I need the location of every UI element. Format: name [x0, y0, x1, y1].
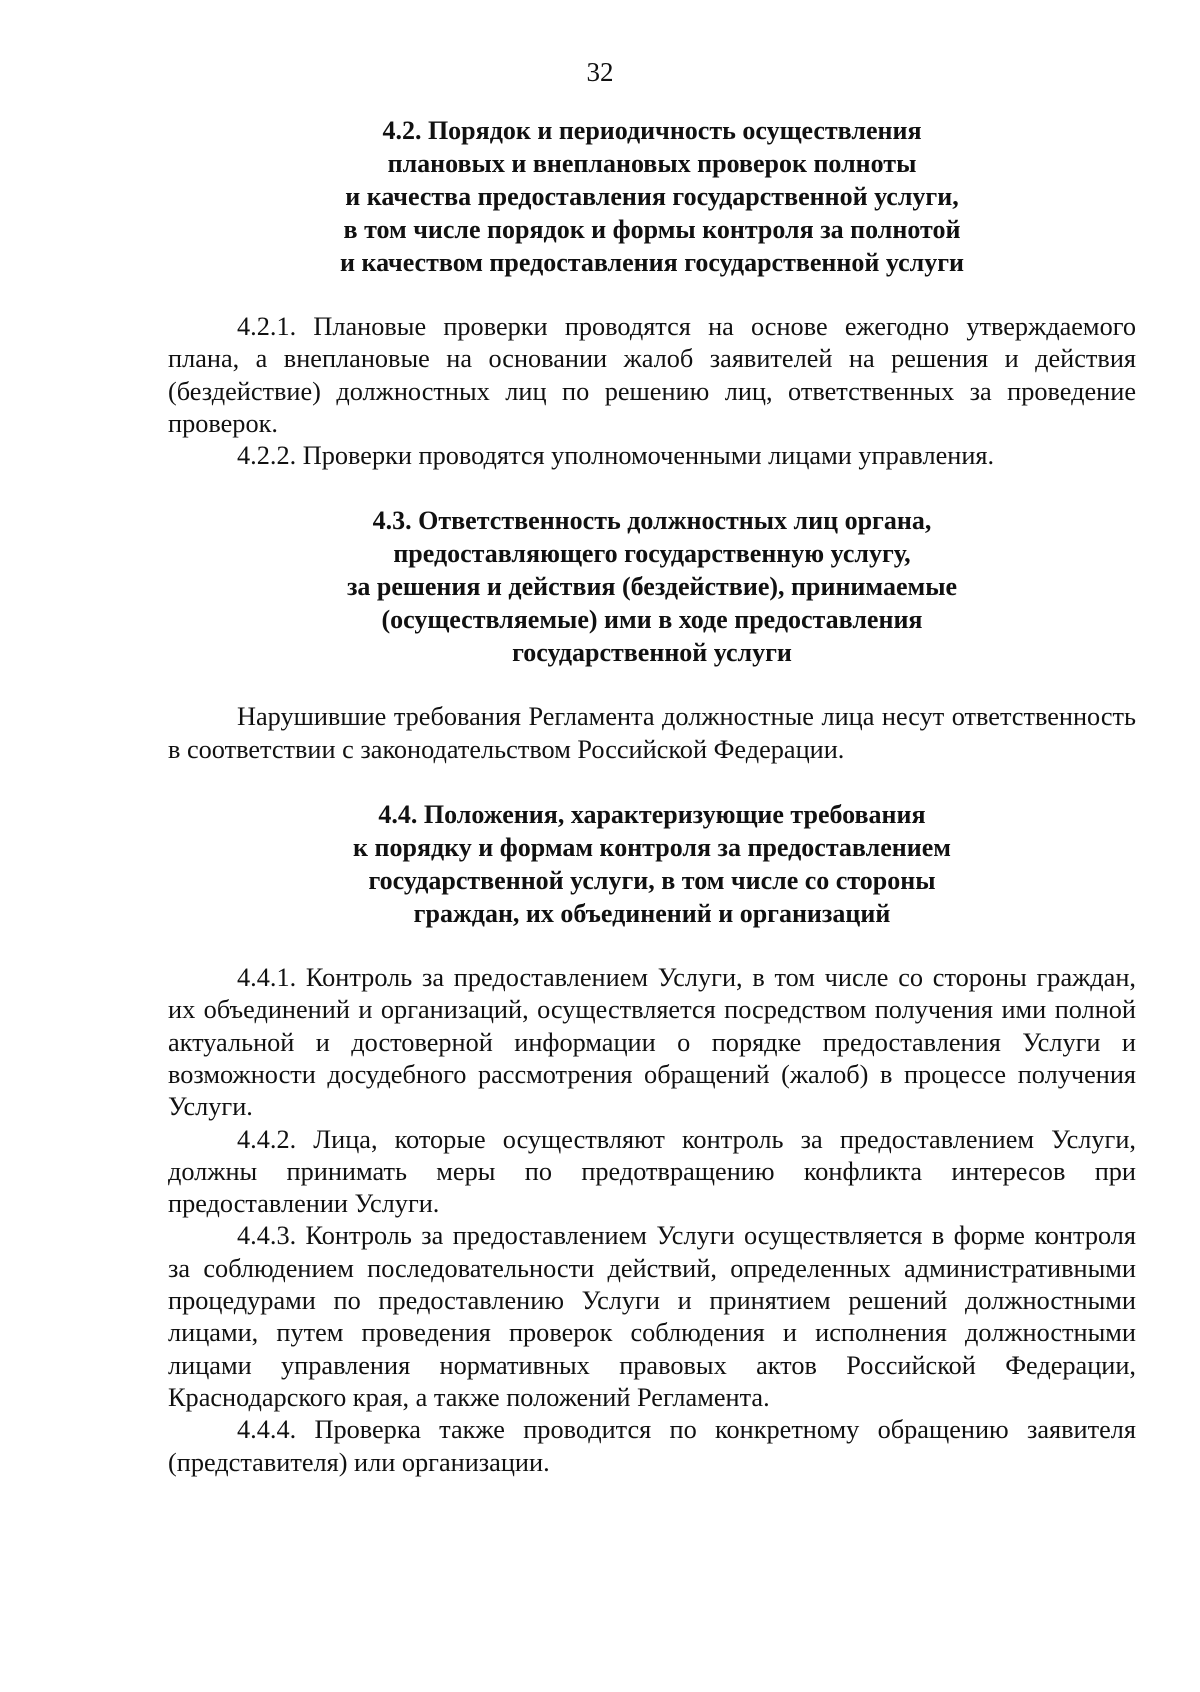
heading-line: к порядку и формам контроля за предоставлением — [353, 833, 951, 863]
heading-line: и качества предоставления государственной услуги, — [345, 182, 959, 211]
paragraph: 4.4.1. Контроль за предоставлением Услуги, в том числе со стороны граждан, их объединений и организаций, осуществляется посредством получения ими полной актуальной и достоверной информации о порядке предоставления Услуги и возможности досудебного рассмотрения обращений (жалоб) в процессе получения Услуги. — [168, 963, 1136, 1122]
heading-line: 4.2. Порядок и периодичность осуществления — [382, 116, 922, 145]
heading-line: в том числе порядок и формы контроля за полнотой — [343, 215, 961, 244]
document-body — [168, 114, 1136, 1479]
section-heading — [168, 504, 1136, 669]
section-heading — [168, 114, 1136, 279]
paragraph: 4.4.2. Лица, которые осуществляют контроль за предоставлением Услуги, должны принимать меры по предотвращению конфликта интересов при предоставлении Услуги. — [168, 1124, 1136, 1219]
heading-line: государственной услуги, в том числе со стороны — [368, 866, 936, 896]
heading-line: за решения и действия (бездействие), принимаемые — [346, 572, 958, 602]
heading-line: плановых и внеплановых проверок полноты — [387, 149, 917, 178]
paragraph: 4.4.4. Проверка также проводится по конкретному обращению заявителя (представителя) или организации. — [168, 1415, 1136, 1477]
section-4-4 — [168, 798, 1136, 1479]
heading-line: (осуществляемые) ими в ходе предоставления — [381, 605, 923, 635]
section-4-3 — [168, 504, 1136, 766]
section-4-2 — [168, 114, 1136, 472]
page-number: 32 — [586, 57, 614, 87]
heading-line: 4.4. Положения, характеризующие требования — [378, 800, 926, 830]
heading-line: граждан, их объединений и организаций — [413, 899, 891, 929]
heading-line: 4.3. Ответственность должностных лиц органа, — [372, 506, 932, 536]
heading-line: государственной услуги — [512, 638, 792, 668]
paragraph: Нарушившие требования Регламента должностные лица несут ответственность в соответствии с законодательством Российской Федерации. — [168, 702, 1136, 764]
section-heading — [168, 798, 1136, 930]
heading-line: и качеством предоставления государственной услуги — [340, 248, 964, 277]
paragraph: 4.4.3. Контроль за предоставлением Услуги осуществляется в форме контроля за соблюдением последовательности действий, определенных административными процедурами по предоставлению Услуги и принятием решений должностными лицами, путем проведения проверок соблюдения и исполнения должностными лицами управления нормативных правовых актов Российской Федерации, Краснодарского края, а также положений Регламента. — [168, 1221, 1136, 1412]
paragraph: 4.2.1. Плановые проверки проводятся на основе ежегодно утверждаемого плана, а внеплановые на основании жалоб заявителей на решения и действия (бездействие) должностных лиц по решению лиц, ответственных за проведение проверок. — [168, 312, 1136, 438]
paragraph: 4.2.2. Проверки проводятся уполномоченными лицами управления. — [237, 441, 995, 471]
heading-line: предоставляющего государственную услугу, — [393, 539, 911, 569]
